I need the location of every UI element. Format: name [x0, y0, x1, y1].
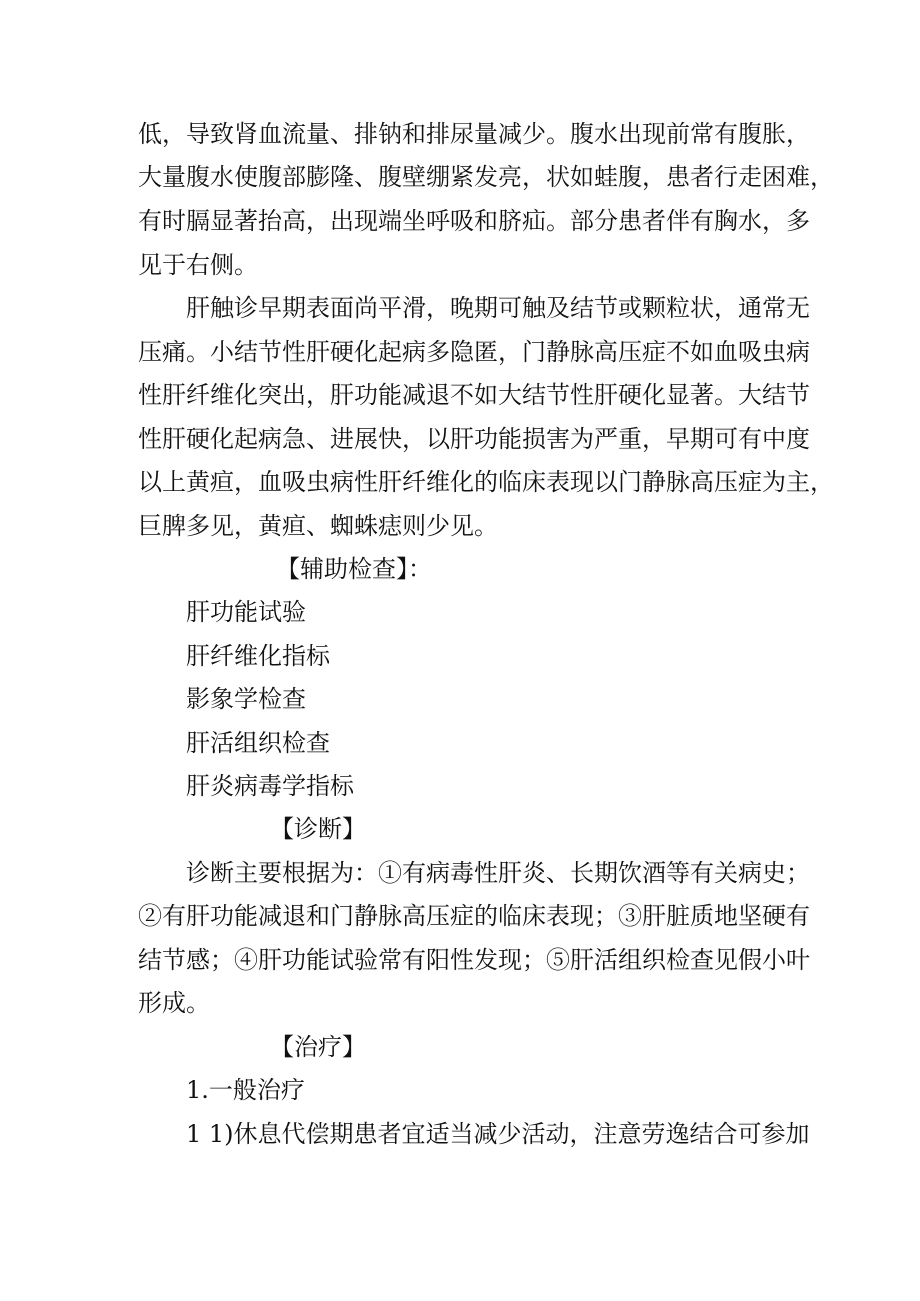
paragraph-line: 性肝硬化起病急、进展快，以肝功能损害为严重，早期可有中度 [138, 425, 810, 453]
paragraph-line: 性肝纤维化突出，肝功能减退不如大结节性肝硬化显著。大结节 [138, 381, 810, 409]
section-heading-aux-exam: 【辅助检查】： [276, 555, 432, 583]
list-item: 肝纤维化指标 [186, 642, 330, 670]
subsection-heading: 1.一般治疗 [186, 1076, 305, 1104]
paragraph-line: 低，导致肾血流量、排钠和排尿量减少。腹水出现前常有腹胀， [138, 120, 810, 148]
list-item: 肝炎病毒学指标 [186, 772, 354, 800]
list-item: 影象学检查 [186, 685, 306, 713]
paragraph-line: 见于右侧。 [138, 251, 258, 279]
paragraph-line: 有时膈显著抬高，出现端坐呼吸和脐疝。部分患者伴有胸水，多 [138, 207, 810, 235]
section-heading-diagnosis: 【诊断】 [270, 815, 366, 843]
list-item: 肝功能试验 [186, 598, 306, 626]
paragraph-line: 肝触诊早期表面尚平滑，晚期可触及结节或颗粒状，通常无 [186, 294, 810, 322]
paragraph-line: ②有肝功能减退和门静脉高压症的临床表现；③肝脏质地坚硬有 [138, 902, 810, 930]
paragraph-line: 结节感；④肝功能试验常有阳性发现；⑤肝活组织检查见假小叶 [138, 946, 810, 974]
paragraph-line: 1 1)休息代偿期患者宜适当减少活动，注意劳逸结合可参加 [186, 1120, 810, 1148]
paragraph-line: 巨脾多见，黄疸、蜘蛛痣则少见。 [138, 512, 498, 540]
paragraph-line: 压痛。小结节性肝硬化起病多隐匿，门静脉高压症不如血吸虫病 [138, 338, 810, 366]
paragraph-line: 大量腹水使腹部膨隆、腹壁绷紧发亮，状如蛙腹，患者行走困难， [138, 163, 834, 191]
paragraph-line: 以上黄疸，血吸虫病性肝纤维化的临床表现以门静脉高压症为主， [138, 468, 834, 496]
list-item: 肝活组织检查 [186, 729, 330, 757]
section-heading-treatment: 【治疗】 [270, 1033, 366, 1061]
paragraph-line: 诊断主要根据为：①有病毒性肝炎、长期饮酒等有关病史； [186, 859, 810, 887]
paragraph-line: 形成。 [138, 989, 210, 1017]
